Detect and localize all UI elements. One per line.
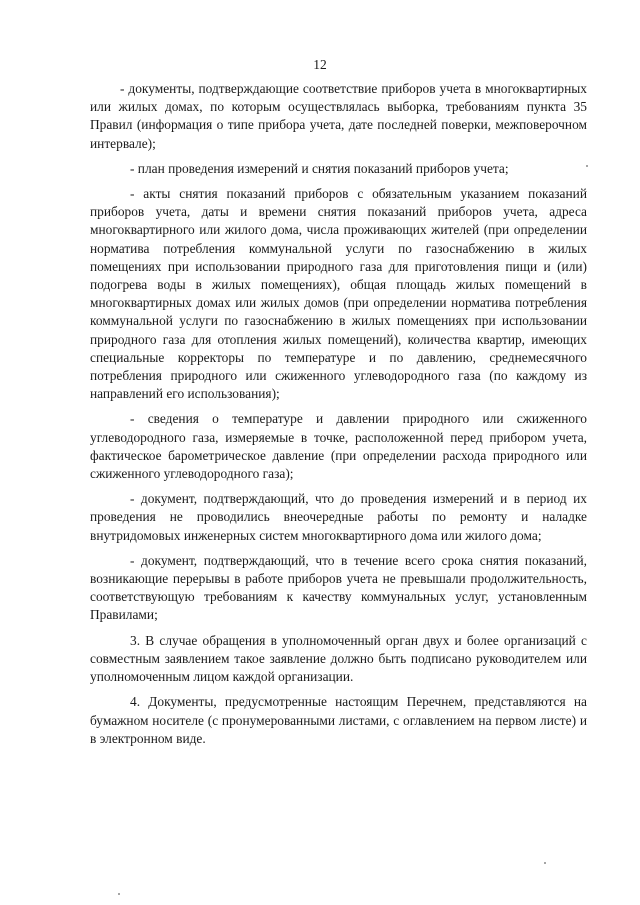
paragraph-item-3: 3. В случае обращения в уполномоченный орган двух и более организаций с совместным заявлением такое заявление должно быть подписано руководителем или уполномоченным лицом каждой организации. <box>90 632 587 685</box>
scan-speck <box>118 893 120 895</box>
paragraph-interruptions-document: - документ, подтверждающий, что в течение всего срока снятия показаний, возникающие перерывы в работе приборов учета не превышали продолжительность, соответствующую требованиям к качеству коммунальных услуг, установленным Правилами; <box>90 552 587 623</box>
paragraph-no-repairs-document: - документ, подтверждающий, что до проведения измерений и в период их проведения не проводились внеочередные работы по ремонту и наладке внутридомовых инженерных систем многоквартирного дома или жилого дома; <box>90 491 587 543</box>
paragraph-reading-acts: - акты снятия показаний приборов с обязательным указанием показаний приборов учета, даты и времени снятия показаний приборов учета, адреса многоквартирного или жилого дома, числа проживающих жителей (при определении норматива потребления коммунальной услуги по газоснабжению в жилых помещениях при использовании природного газа для приготовления пищи и (или) подогрева воды в жилых помещениях), общая площадь жилых помещений в многоквартирных домах или жилых домов (при определении норматива потребления коммунальной услуги по газоснабжению в жилых помещениях при использовании природного газа для отопления жилых помещений), количества квартир, имеющих специальные корректоры по температуре и по давлению, среднемесячного потребления природного или сжиженного углеводородного газа (по каждому из направлений его использования); <box>90 186 587 402</box>
paragraph-meter-documents: - документы, подтверждающие соответствие приборов учета в многоквартирных или жилых домах, по которым осуществлялась выборка, требованиям пункта 35 Правил (информация о типе прибора учета, дате последней поверки, межповерочном интервале); <box>90 81 587 151</box>
paragraph-measurement-plan: - план проведения измерений и снятия показаний приборов учета; <box>130 160 509 176</box>
paragraph-item-4: 4. Документы, предусмотренные настоящим Перечнем, представляются на бумажном носителе (с пронумерованными листами, с оглавлением на первом листе) и в электронном виде. <box>90 694 587 746</box>
document-body <box>90 80 587 755</box>
scan-speck <box>586 165 588 167</box>
scan-speck <box>544 862 546 864</box>
page-number: 12 <box>313 57 327 72</box>
paragraph-temperature-pressure: - сведения о температуре и давлении природного или сжиженного углеводородного газа, измеряемые в точке, расположенной перед прибором учета, фактическое барометрическое давление (при определении расхода природного или сжиженного углеводородного газа); <box>90 411 587 482</box>
